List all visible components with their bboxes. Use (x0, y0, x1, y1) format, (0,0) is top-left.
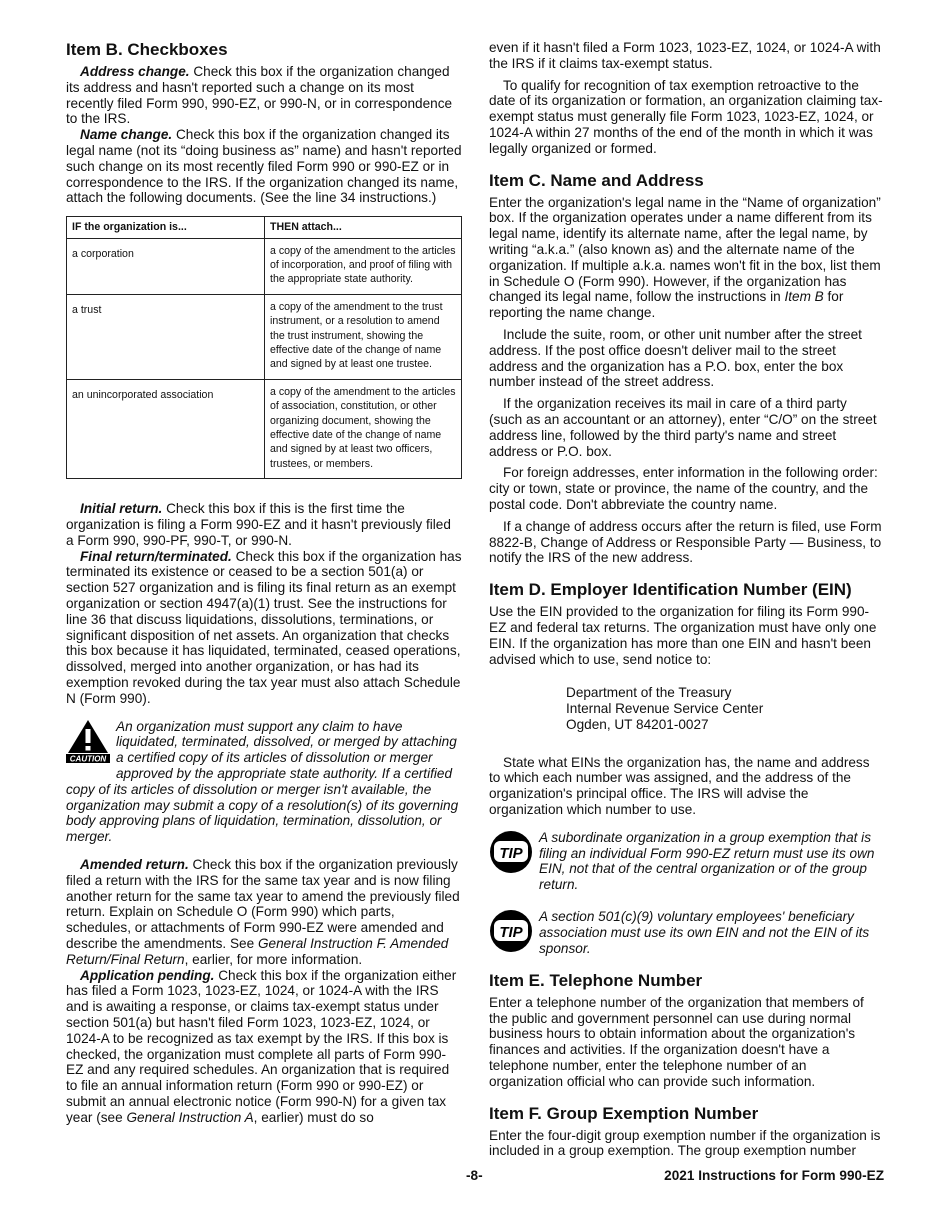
qualify-paragraph: To qualify for recognition of tax exemption retroactive to the date of its organization or formation, an organization claiming tax-exempt status must generally file Form 1023, 1023-EZ, 1024, or 1024-A within 27 months of the end of the month in which it was legally organized or formed. (489, 77, 883, 156)
address-line: Department of the Treasury (566, 685, 732, 701)
heading-item-d: Item D. Employer Identification Number (EIN) (489, 580, 852, 600)
heading-item-f: Item F. Group Exemption Number (489, 1103, 759, 1123)
caution-icon (66, 719, 110, 767)
amended-return-paragraph: Amended return. Check this box if the organization previously filed a return with the IRS for the same tax year and is now filing another return for the same tax year to amend the previously filed return. Explain on Schedule O (Form 990) which parts, schedules, or attachments of Form 990-EZ were amended and describe the amendments. See General Instruction F. Amended Return/Final Return, earlier, for more information. (66, 857, 460, 967)
table-cell-if: a trust (67, 294, 265, 379)
table-header-row (67, 217, 462, 238)
change-of-address-paragraph: If a change of address occurs after the return is filed, use Form 8822-B, Change of Address or Responsible Party — Business, to notify the IRS of the new address. (489, 518, 882, 566)
address-change-paragraph: Address change. Check this box if the organization changed its address and hasn't reported such a change on its most recently filed Form 990, 990-EZ, or 990-N, or in correspondence to the IRS. (66, 64, 453, 127)
ein-paragraph: Use the EIN provided to the organization for filing its Form 990-EZ and federal tax returns. The organization must have only one EIN. If the organization has more than one EIN and hasn't been advised which to use, send notice to: (489, 604, 877, 667)
application-pending-paragraph: Application pending. Check this box if the organization either has filed a Form 1023, 1023-EZ, 1024, or 1024-A with the IRS and is awaiting a response, or claims tax-exempt status under section 501(a) but hasn't filed Form 1023, 1023-EZ, 1024, or 1024-A to be recognized as tax exempt by the IRS. If this box is checked, the organization must complete all parts of Form 990-EZ and any required schedules. An organization that is required to file an annual information return (Form 990 or 990-EZ) or submit an annual electronic notice (Form 990-N) for a given tax year (see General Instruction A, earlier) must do so (66, 967, 457, 1125)
state-eins-paragraph: State what EINs the organization has, the name and address to which each number was assigned, and the address of the organization's principal office. The IRS will advise the organization which number to use. (489, 754, 870, 818)
caution-label: CAUTION (69, 754, 107, 763)
table-cell-if: an unincorporated association (67, 379, 265, 478)
caution-text: An organization must support any claim to have liquidated, terminated, dissolved, or merged by attaching a certified copy of its articles of dissolution or merger approved by the appropriate state authority. If a certified copy of its articles of dissolution or merger isn't available, the organization may submit a copy of a resolution(s) of its governing body approving plans of liquidation, termination, dissolution, or merger. (66, 718, 459, 845)
mailing-address (566, 685, 883, 732)
tip-note (489, 909, 883, 957)
table-cell-if: a corporation (67, 238, 265, 294)
address-line: Ogden, UT 84201-0027 (566, 716, 709, 732)
suite-paragraph: Include the suite, room, or other unit number after the street address. If the post office doesn't deliver mail to the street address and the organization has a P.O. box, enter the box number instead of the street address. (489, 326, 862, 390)
tip-label: TIP (499, 844, 523, 862)
table-cell-then: a copy of the amendment to the articles of incorporation, and proof of filing with the appropriate state authority. (265, 238, 462, 294)
page-number: -8- (466, 1168, 483, 1183)
tip-note (489, 830, 883, 893)
continuation-paragraph: even if it hasn't filed a Form 1023, 1023-EZ, 1024, or 1024-A with the IRS if it claims tax-exempt status. (489, 40, 881, 71)
heading-item-e: Item E. Telephone Number (489, 970, 703, 990)
caution-note (66, 719, 462, 845)
table-row (67, 238, 462, 294)
initial-return-paragraph: Initial return. Check this box if this is the first time the organization is filing a Form 990-EZ and it hasn't previously filed a Form 990, 990-PF, 990-T, or 990-N. (66, 501, 451, 548)
left-column (66, 40, 462, 1126)
name-paragraph: Enter the organization's legal name in the “Name of organization” box. If the organization operates under a name different from its legal name, identify its alternate name, after the legal name, by writing “a.k.a.” (also known as) and the alternate name of the organization. If multiple a.k.a. names won't fit in the box, list them in Schedule O (Form 990). However, if the organization has changed its legal name, follow the instructions in Item B for reporting the name change. (489, 194, 881, 321)
heading-item-c: Item C. Name and Address (489, 170, 704, 190)
tip-text: A subordinate organization in a group exemption that is filing an individual Form 990-EZ return must use its own EIN, not that of the central organization or of the group return. (539, 829, 875, 893)
table-row (67, 379, 462, 478)
care-of-paragraph: If the organization receives its mail in care of a third party (such as an accountant or an attorney), enter “C/O” on the street address line, followed by the third party's name and street address or P.O. box. (489, 396, 877, 459)
foreign-address-paragraph: For foreign addresses, enter information in the following order: city or town, state or province, the name of the country, and the postal code. Don't abbreviate the country name. (489, 465, 878, 512)
tip-text: A section 501(c)(9) voluntary employees' beneficiary association must use its own EIN and not the EIN of its sponsor. (539, 909, 870, 956)
right-column (489, 40, 883, 1159)
telephone-paragraph: Enter a telephone number of the organization that members of the public and government personnel can use during normal business hours to obtain information about the organization's finances and activities. If the organization doesn't have a telephone number, enter the telephone number of an organization official who can provide such information. (489, 994, 864, 1089)
table-header-then: THEN attach... (265, 217, 462, 238)
tip-icon (489, 830, 533, 878)
table-cell-then: a copy of the amendment to the articles of association, constitution, or other organizing document, showing the effective date of the change of name and signed by at least two officers, trustees, or members. (265, 379, 462, 478)
name-change-paragraph: Name change. Check this box if the organization changed its legal name (not its “doing business as” name) and hasn't reported such change on its most recently filed Form 990 or 990-EZ or in correspondence to the IRS. If the organization changed its name, attach the following documents. (See the line 34 instructions.) (66, 127, 462, 206)
table-row (67, 294, 462, 379)
final-return-paragraph: Final return/terminated. Check this box if the organization has terminated its existence or ceased to be a section 501(a) or section 527 organization and is filing its final return as an exempt organization or section 4947(a)(1) trust. See the instructions for line 36 that discuss liquidations, dissolutions, terminations, or significant disposition of net assets. An organization that checks this box because it has liquidated, terminated, ceased operations, dissolved, merged into another organization, or has had its exemption revoked during the tax year must also attach Schedule N (Form 990). (66, 548, 462, 706)
address-line: Internal Revenue Service Center (566, 701, 764, 717)
heading-item-b: Item B. Checkboxes (66, 40, 228, 59)
tip-label: TIP (499, 924, 523, 942)
tip-icon (489, 909, 533, 957)
table-header-if: IF the organization is... (67, 217, 265, 238)
attachment-table (66, 216, 462, 479)
table-cell-then: a copy of the amendment to the trust instrument, or a resolution to amend the trust instrument, showing the effective date of the change of name and signed by at least one trustee. (265, 294, 462, 379)
group-exemption-paragraph: Enter the four-digit group exemption number if the organization is included in a group exemption. The group exemption number (489, 1127, 881, 1159)
footer-title: 2021 Instructions for Form 990-EZ (664, 1168, 884, 1183)
